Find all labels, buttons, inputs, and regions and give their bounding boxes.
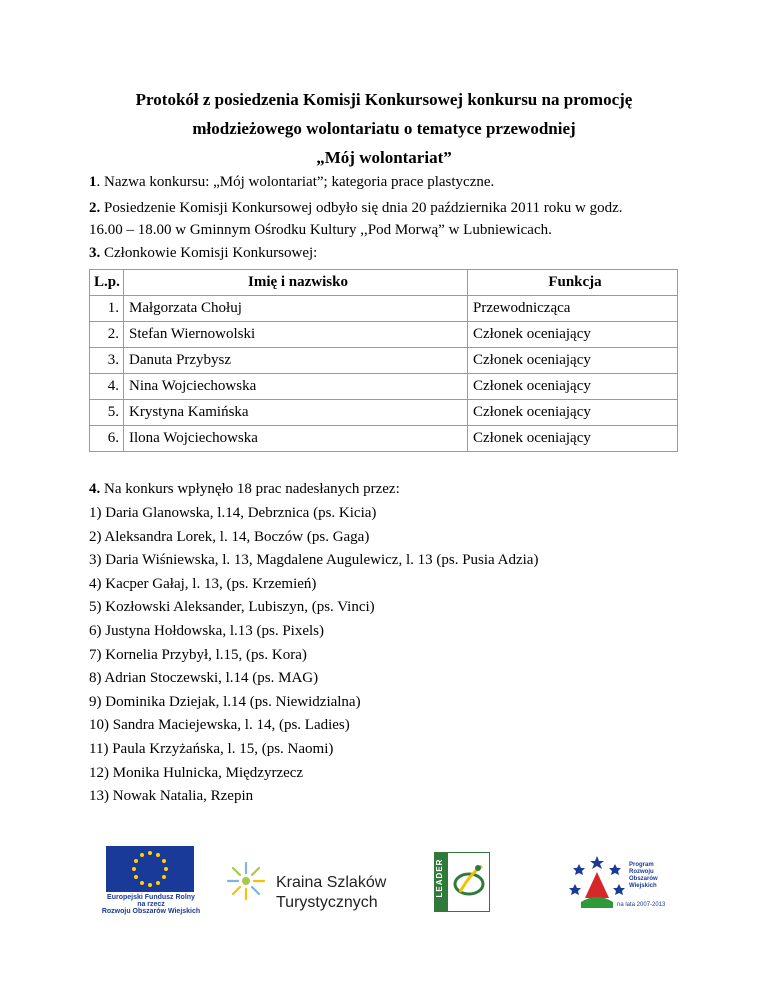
- section-3-text: Członkowie Komisji Konkursowej:: [100, 245, 318, 261]
- row-name: Ilona Wojciechowska: [124, 426, 468, 452]
- list-item: 10) Sandra Maciejewska, l. 14, (ps. Ladies): [89, 717, 350, 733]
- prow-line-1: Program: [629, 862, 654, 868]
- eu-flag-icon: [106, 846, 194, 892]
- list-item: 3) Daria Wiśniewska, l. 13, Magdalene Augulewicz, l. 13 (ps. Pusia Adzia): [89, 552, 539, 568]
- table-row: [90, 296, 678, 322]
- prow-line-2: Rozwoju: [629, 869, 654, 875]
- table-row: [90, 348, 678, 374]
- title-line-1: Protokół z posiedzenia Komisji Konkursowej konkursu na promocję: [135, 90, 633, 109]
- list-item: 6) Justyna Hołdowska, l.13 (ps. Pixels): [89, 623, 324, 639]
- list-item: 9) Dominika Dziejak, l.14 (ps. Niewidzialna): [89, 694, 361, 710]
- table-row: [90, 374, 678, 400]
- section-1: [89, 174, 494, 191]
- members-table: [89, 269, 678, 452]
- header-role: Funkcja: [468, 270, 678, 296]
- row-role: Członek oceniający: [468, 374, 678, 400]
- title-line-3: „Mój wolontariat”: [316, 148, 452, 167]
- list-item: 11) Paula Krzyżańska, l. 15, (ps. Naomi): [89, 741, 334, 757]
- section-1-text: . Nazwa konkursu: „Mój wolontariat”; kategoria prace plastyczne.: [96, 174, 495, 190]
- section-2: [89, 200, 623, 217]
- title-line-2: młodzieżowego wolontariatu o tematyce przewodniej: [192, 119, 576, 138]
- section-4-number: 4.: [89, 481, 101, 497]
- table-row: [90, 426, 678, 452]
- list-item: 8) Adrian Stoczewski, l.14 (ps. MAG): [89, 670, 319, 686]
- section-2-number: 2.: [89, 200, 101, 216]
- list-item: 2) Aleksandra Lorek, l. 14, Boczów (ps. Gaga): [89, 529, 370, 545]
- row-name: Danuta Przybysz: [124, 348, 468, 374]
- header-lp: L.p.: [90, 270, 124, 296]
- header-name: Imię i nazwisko: [124, 270, 468, 296]
- eu-caption-3: Rozwoju Obszarów Wiejskich: [101, 908, 201, 915]
- row-name: Krystyna Kamińska: [124, 400, 468, 426]
- row-role: Członek oceniający: [468, 322, 678, 348]
- list-item: 5) Kozłowski Aleksander, Lubiszyn, (ps. Vinci): [89, 599, 375, 615]
- table-row: [90, 322, 678, 348]
- list-item: 7) Kornelia Przybył, l.15, (ps. Kora): [89, 647, 307, 663]
- row-lp: 2.: [90, 322, 124, 348]
- section-2-text-a: Posiedzenie Komisji Konkursowej odbyło się dnia 20 października 2011 roku w godz.: [100, 200, 623, 216]
- row-lp: 1.: [90, 296, 124, 322]
- eu-caption-1: Europejski Fundusz Rolny: [107, 894, 195, 901]
- kraina-line-1: Kraina Szlaków: [276, 874, 387, 891]
- table-row: [90, 400, 678, 426]
- row-role: Członek oceniający: [468, 400, 678, 426]
- list-item: 1) Daria Glanowska, l.14, Debrznica (ps. Kicia): [89, 505, 377, 521]
- row-lp: 6.: [90, 426, 124, 452]
- row-lp: 3.: [90, 348, 124, 374]
- row-lp: 5.: [90, 400, 124, 426]
- list-item: 13) Nowak Natalia, Rzepin: [89, 788, 254, 804]
- kraina-line-2: Turystycznych: [276, 894, 378, 911]
- eu-fund-logo: [96, 846, 206, 916]
- row-lp: 4.: [90, 374, 124, 400]
- section-3-number: 3.: [89, 245, 101, 261]
- section-4: [89, 481, 400, 498]
- list-item: 12) Monika Hulnicka, Międzyrzecz: [89, 765, 304, 781]
- prow-years: na lata 2007-2013: [617, 902, 666, 908]
- list-item: 4) Kacper Gałaj, l. 13, (ps. Krzemień): [89, 576, 317, 592]
- prow-logo: [569, 852, 679, 914]
- leader-text: LEADER: [435, 858, 444, 898]
- row-role: Członek oceniający: [468, 348, 678, 374]
- section-1-number: 1: [89, 174, 97, 190]
- section-3: [89, 245, 317, 262]
- row-role: Przewodnicząca: [468, 296, 678, 322]
- prow-line-4: Wiejskich: [629, 883, 657, 889]
- row-role: Członek oceniający: [468, 426, 678, 452]
- row-name: Małgorzata Chołuj: [124, 296, 468, 322]
- section-4-text: Na konkurs wpłynęło 18 prac nadesłanych przez:: [100, 481, 400, 497]
- table-header-row: [90, 270, 678, 296]
- eu-caption-2: na rzecz: [137, 901, 165, 908]
- kraina-szlakow-logo: [224, 855, 404, 915]
- row-name: Nina Wojciechowska: [124, 374, 468, 400]
- prow-line-3: Obszarów: [629, 876, 658, 882]
- leader-logo: [434, 852, 490, 912]
- section-2-continued: 16.00 – 18.00 w Gminnym Ośrodku Kultury ,,Pod Morwą” w Lubniewicach.: [89, 222, 552, 238]
- star-burst-icon: [224, 859, 268, 903]
- row-name: Stefan Wiernowolski: [124, 322, 468, 348]
